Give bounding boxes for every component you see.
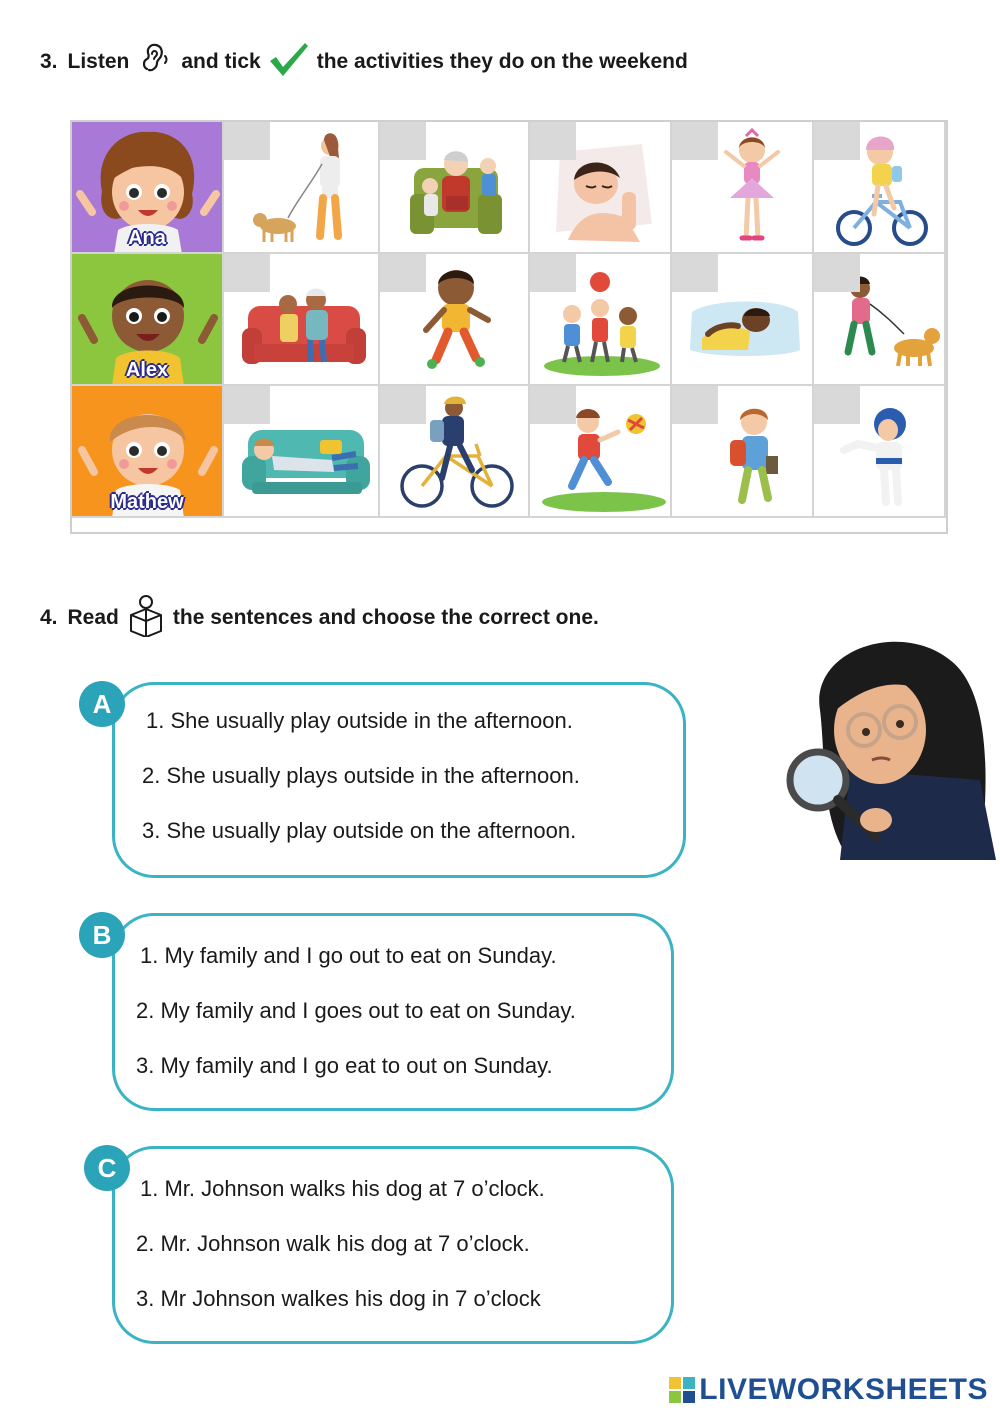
kid-alex-avatar [72,254,224,386]
tick-box[interactable] [672,254,718,292]
detective-girl-icon [780,630,1000,860]
activity-cell [224,254,380,386]
activity-cell [224,122,380,254]
option-b1[interactable]: 1. My family and I go out to eat on Sunday. [140,943,557,968]
activity-cell [672,386,814,518]
activity-cell [530,386,672,518]
question-letter-b: B [79,912,125,958]
option-a2[interactable]: 2. She usually plays outside in the afternoon. [142,763,580,788]
kid-ana-avatar [72,122,224,254]
activity-cell [814,254,946,386]
kid-name-label: Mathew [110,491,184,513]
read-label: Read [67,606,119,629]
exercise-number: 4. [40,606,58,629]
tick-box[interactable] [672,386,718,424]
activity-cell [672,122,814,254]
question-letter-a: A [79,681,125,727]
listen-label: Listen [67,50,130,73]
tick-box[interactable] [380,122,426,160]
activity-cell [814,122,946,254]
activity-cell [530,122,672,254]
grid-row-mathew [72,386,946,518]
option-a1[interactable]: 1. She usually play outside in the afternoon. [146,708,573,733]
tick-box[interactable] [672,122,718,160]
liveworksheets-mark-icon [669,1377,695,1403]
tick-box[interactable] [224,122,270,160]
tick-box[interactable] [814,386,860,424]
activity-cell [380,122,530,254]
ear-icon [135,39,175,85]
tick-box[interactable] [530,122,576,160]
tick-box[interactable] [224,254,270,292]
question-letter-c: C [84,1145,130,1191]
tick-box[interactable] [530,386,576,424]
kid-mathew-avatar [72,386,224,518]
tick-box[interactable] [380,254,426,292]
activity-cell [380,254,530,386]
and-tick-label: and tick [181,50,261,73]
instruction-text: the activities they do on the weekend [316,50,688,73]
activity-cell [530,254,672,386]
option-a3[interactable]: 3. She usually play outside on the afternoon. [142,818,577,843]
instruction-text: the sentences and choose the correct one. [172,606,599,629]
kid-name-label: Alex [125,359,169,381]
exercise-3-heading [40,42,688,82]
liveworksheets-logo [669,1372,988,1408]
checkmark-icon [267,39,311,85]
exercise-number: 3. [40,50,58,73]
kid-name-label: Ana [128,227,166,249]
exercise-4-heading [40,596,599,640]
option-b2[interactable]: 2. My family and I goes out to eat on Sunday. [136,998,576,1023]
activity-cell [224,386,380,518]
option-b3[interactable]: 3. My family and I go eat to out on Sunday. [136,1053,553,1078]
tick-box[interactable] [530,254,576,292]
activity-grid [70,120,948,534]
grid-row-alex [72,254,946,386]
activity-cell [672,254,814,386]
option-c2[interactable]: 2. Mr. Johnson walk his dog at 7 o’clock. [136,1231,530,1256]
activity-cell [814,386,946,518]
option-c3[interactable]: 3. Mr Johnson walkes his dog in 7 o’clock [136,1286,541,1311]
tick-box[interactable] [814,122,860,160]
tick-box[interactable] [224,386,270,424]
detective-character [780,630,1000,860]
option-c1[interactable]: 1. Mr. Johnson walks his dog at 7 o’clock. [140,1176,545,1201]
activity-cell [380,386,530,518]
tick-box[interactable] [814,254,860,292]
logo-text: LIVEWORKSHEETS [699,1373,988,1406]
person-reading-icon [125,593,167,643]
tick-box[interactable] [380,386,426,424]
grid-row-ana [72,122,946,254]
